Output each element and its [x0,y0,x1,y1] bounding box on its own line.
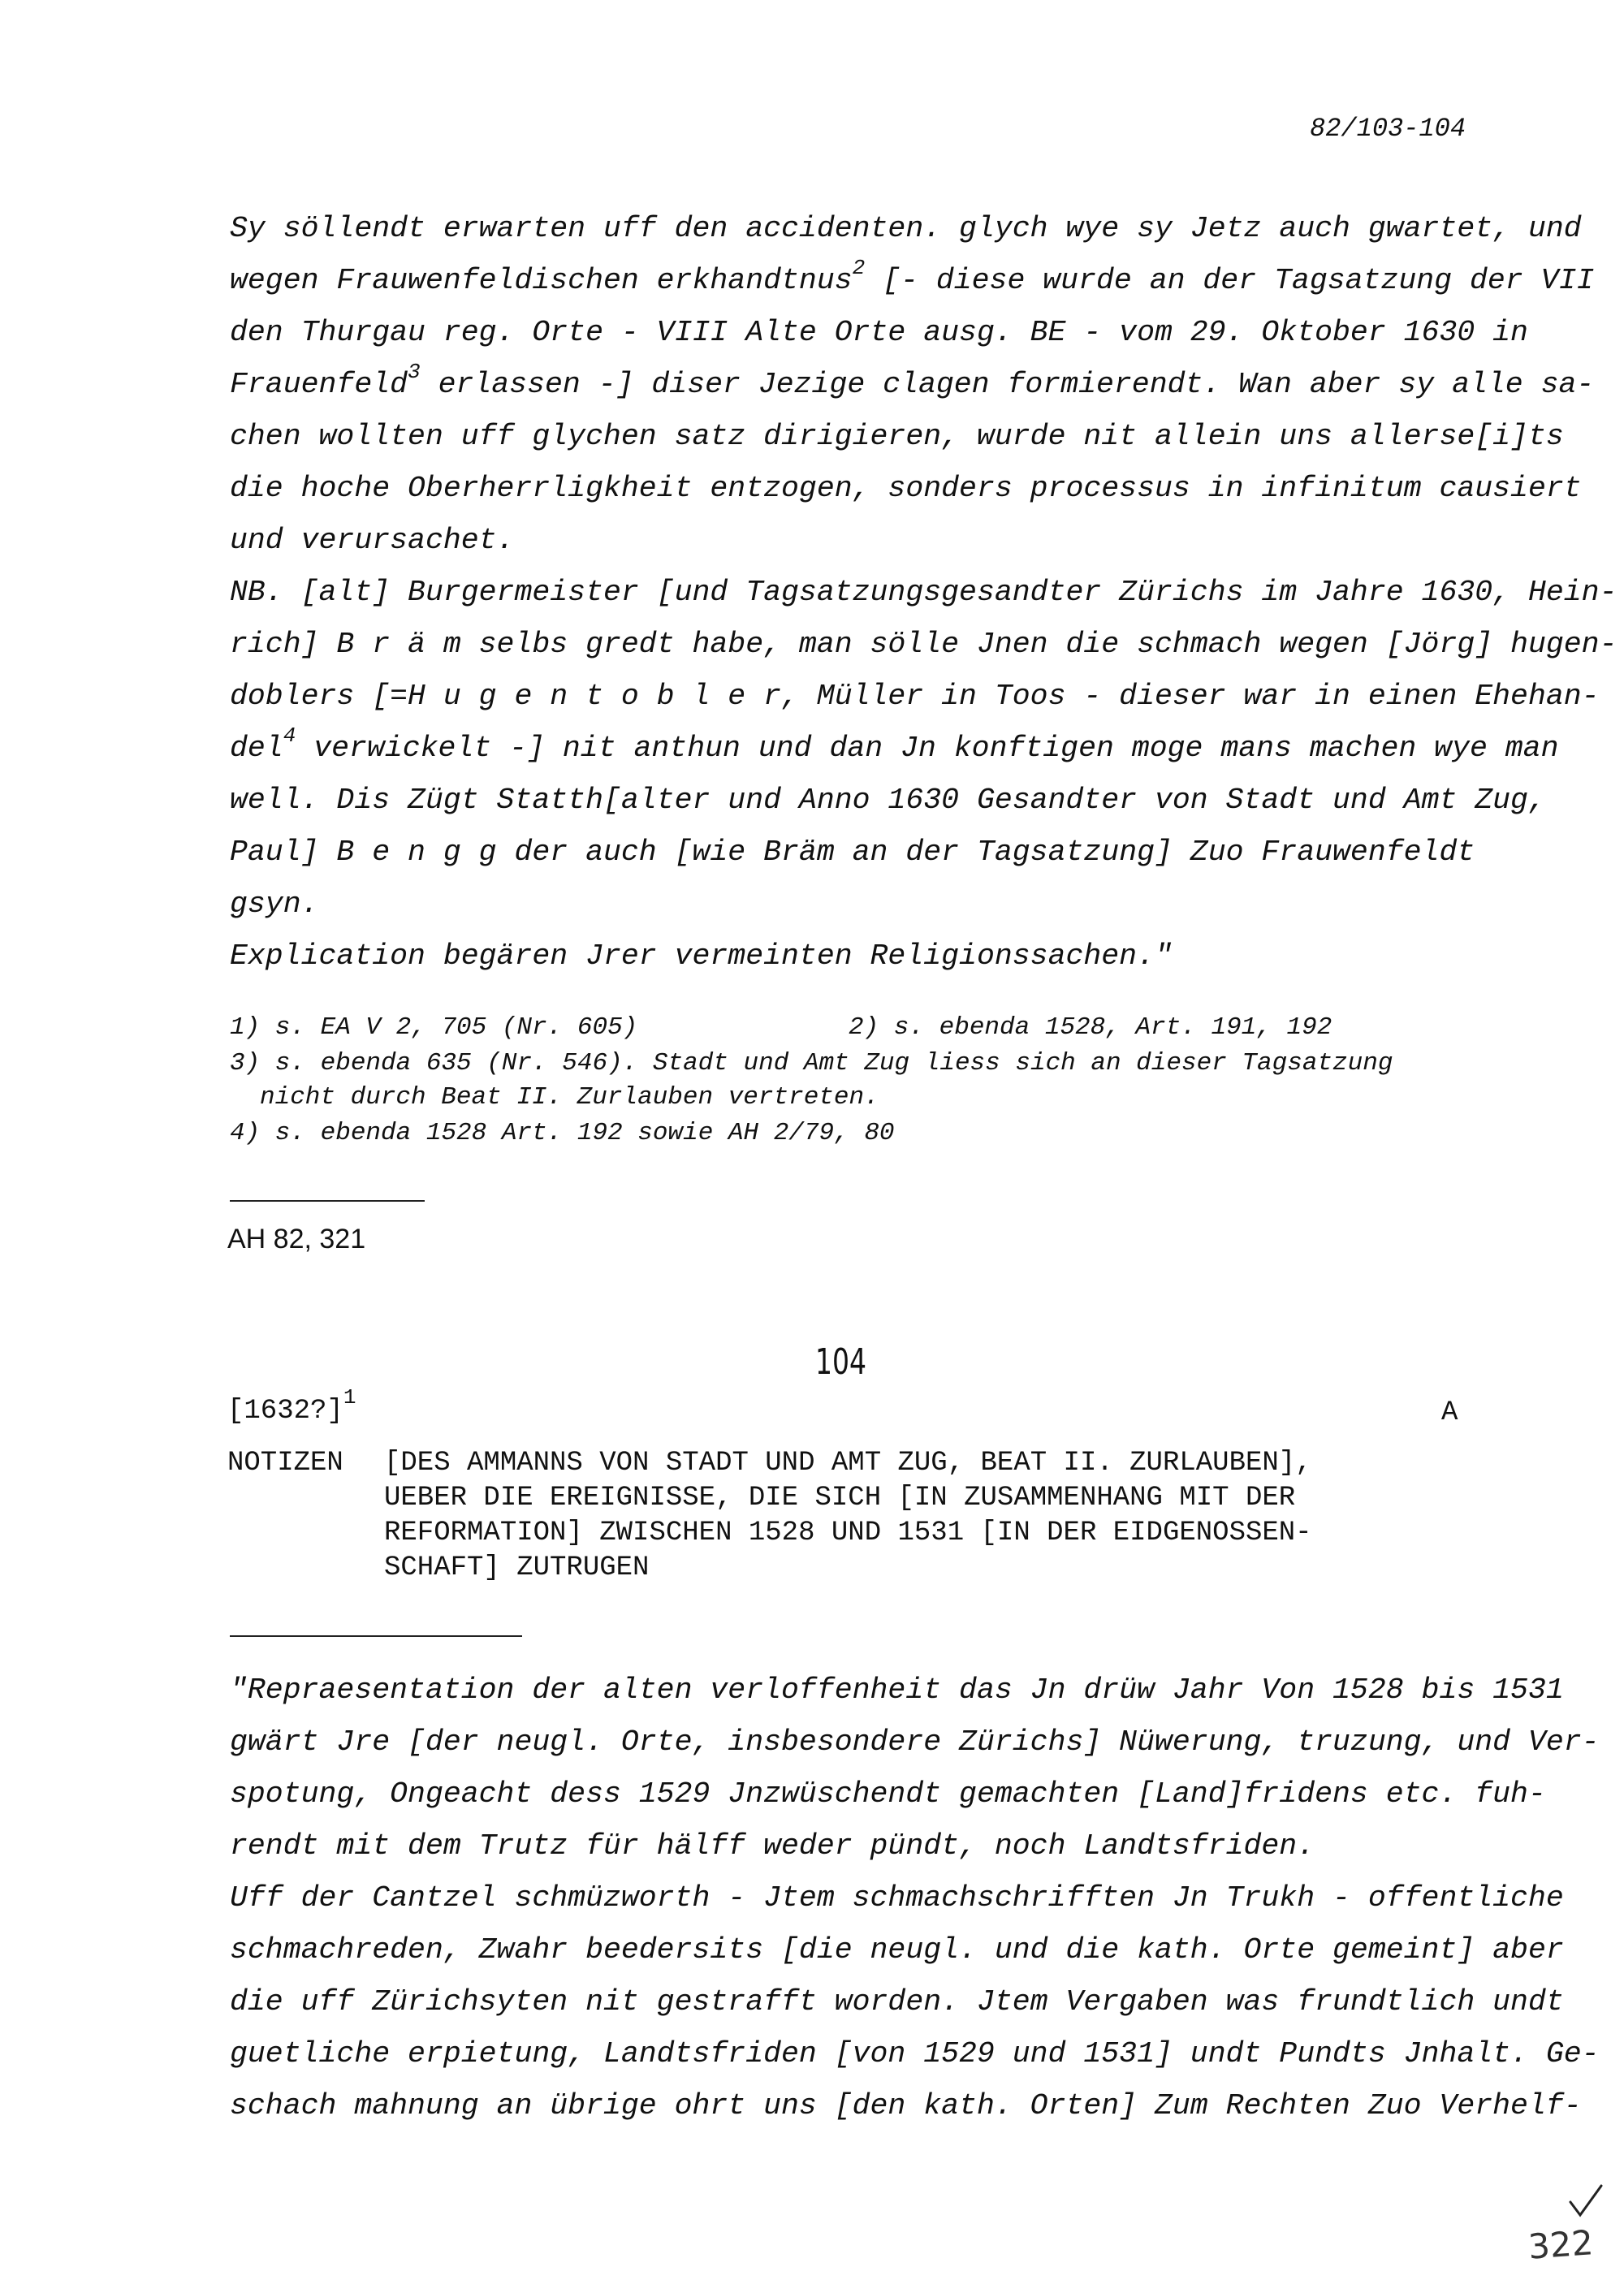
text-line [230,360,1595,401]
text-line: schach mahnung an übrige ohrt uns [den kath. Orten] Zum Rechten Zuo Verhelf- [230,2089,1582,2122]
document-number: 104 [815,1341,866,1383]
text-line: die uff Zürichsyten nit gestrafft worden. Jtem Vergaben was frundtlich undt [230,1985,1564,2019]
text-line: NB. [alt] Burgermeister [und Tagsatzungsgesandter Zürichs im Jahre 1630, Hein- [230,576,1618,609]
footnote-ref: 1 [343,1385,356,1410]
text-fragment: rich] [230,628,337,661]
text-line [230,628,1617,661]
text-line: guetliche erpietung, Landtsfriden [von 1529 und 1531] undt Pundts Jnhalt. Ge- [230,2037,1600,2071]
footnote-ref: 4 [283,723,296,748]
document-type-letter: A [1441,1397,1458,1428]
spaced-name: B r ä m [336,628,461,661]
text-line: gsyn. [230,887,319,921]
text-line: schmachreden, Zwahr beedersits [die neugl. und die kath. Orte gemeint] aber [230,1933,1564,1967]
text-fragment: doblers [=H [230,680,443,713]
text-line: well. Dis Zügt Statth[alter und Anno 1630 Gesandter von Stadt und Amt Zug, [230,784,1546,817]
footnote-3-continuation: nicht durch Beat II. Zurlauben vertreten. [260,1083,879,1112]
footnote-1: 1) s. EA V 2, 705 (Nr. 605) [230,1013,638,1042]
text-fragment: , Müller in Toos - dieser war in einen Ehehan- [781,680,1600,713]
text-line [230,256,1595,297]
check-mark-icon [1567,2183,1606,2220]
text-fragment: del [230,732,283,765]
handwritten-page-number: 322 [1527,2222,1595,2267]
footnote-4: 4) s. ebenda 1528 Art. 192 sowie AH 2/79, 80 [230,1119,895,1147]
title-lead: NOTIZEN [227,1448,343,1479]
title-line: SCHAFT] ZUTRUGEN [384,1552,650,1583]
text-fragment: Paul] [230,836,337,869]
text-line: Explication begären Jrer vermeinten Religionssachen." [230,939,1173,973]
text-line: chen wollten uff glychen satz dirigieren, wurde nit allein uns allerse[i]ts [230,420,1564,453]
spaced-name: B e n g g [336,836,497,869]
title-line: REFORMATION] ZWISCHEN 1528 UND 1531 [IN DER EIDGENOSSEN- [384,1518,1312,1548]
text-line [230,836,1475,869]
text-fragment: wegen Frauwenfeldischen erkhandtnus [230,264,853,297]
footnote-2: 2) s. ebenda 1528, Art. 191, 192 [849,1013,1332,1042]
text-fragment: der auch [wie Bräm an der Tagsatzung] Zuo Frauwenfeldt [514,836,1475,869]
source-reference: AH 82, 321 [227,1224,366,1254]
text-fragment: [- diese wurde an der Tagsatzung der VII [883,264,1595,297]
text-line: Uff der Cantzel schmüzworth - Jtem schmachschrifften Jn Trukh - offentliche [230,1881,1564,1915]
text-line [230,723,1559,765]
footnote-3: 3) s. ebenda 635 (Nr. 546). Stadt und Amt Zug liess sich an dieser Tagsatzung [230,1049,1393,1077]
title-divider [230,1635,522,1637]
text-line: gwärt Jre [der neugl. Orte, insbesondere Zürichs] Nüwerung, truzung, und Ver- [230,1725,1600,1759]
text-line: den Thurgau reg. Orte - VIII Alte Orte ausg. BE - vom 29. Oktober 1630 in [230,316,1528,349]
text-line: rendt mit dem Trutz für hälff weder pündt, noch Landtsfriden. [230,1829,1315,1863]
text-line: spotung, Ongeacht dess 1529 Jnzwüschendt gemachten [Land]fridens etc. fuh- [230,1777,1546,1811]
document-date [227,1385,356,1427]
text-fragment: verwickelt -] nit anthun und dan Jn konftigen moge mans machen wye man [313,732,1559,765]
text-line: Sy söllendt erwarten uff den accidenten. glych wye sy Jetz auch gwartet, und [230,212,1582,245]
spaced-name: u g e n t o b l e r [443,680,782,713]
text-fragment: erlassen -] diser Jezige clagen formierendt. Wan aber sy alle sa- [438,368,1595,401]
text-line: "Repraesentation der alten verloffenheit das Jn drüw Jahr Von 1528 bis 1531 [230,1673,1564,1707]
text-line [230,680,1600,713]
text-line: die hoche Oberherrligkheit entzogen, sonders processus in infinitum causiert [230,472,1582,505]
footnote-ref: 2 [852,256,866,280]
text-fragment: selbs gredt habe, man sölle Jnen die schmach wegen [Jörg] hugen- [478,628,1618,661]
source-divider [230,1200,425,1202]
page-reference: 82/103-104 [1310,114,1466,144]
title-line: UEBER DIE EREIGNISSE, DIE SICH [IN ZUSAMMENHANG MIT DER [384,1483,1296,1514]
date-text: [1632?] [227,1396,343,1427]
text-fragment: Frauenfeld [230,368,408,401]
footnote-ref: 3 [408,360,421,384]
title-line: [DES AMMANNS VON STADT UND AMT ZUG, BEAT II. ZURLAUBEN], [384,1448,1312,1479]
text-line: und verursachet. [230,524,515,557]
